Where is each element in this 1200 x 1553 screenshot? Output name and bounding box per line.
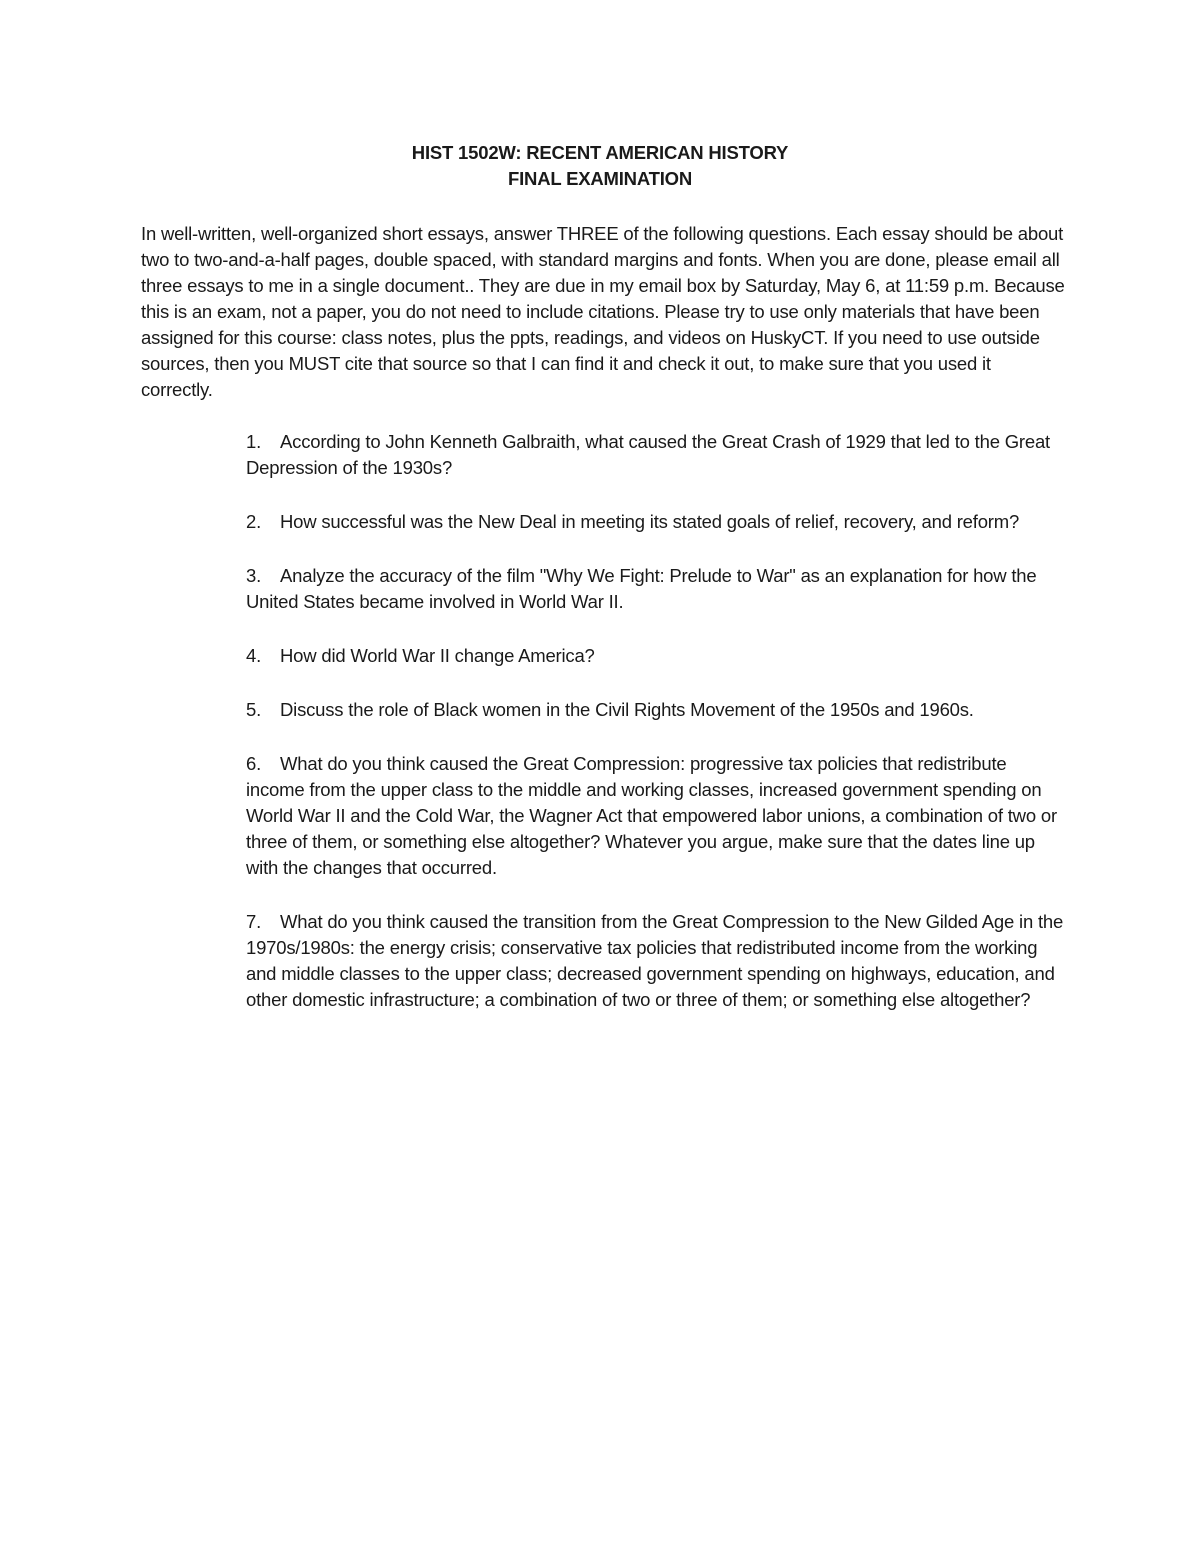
question-text: Analyze the accuracy of the film "Why We Fight: Prelude to War" as an explanation for how the United States became involved in World War II.: [246, 565, 1037, 612]
question-text: How successful was the New Deal in meeting its stated goals of relief, recovery, and reform?: [280, 511, 1020, 532]
question-number: 6.: [246, 753, 262, 774]
question-text: What do you think caused the transition from the Great Compression to the New Gilded Age in the 1970s/1980s: the energy crisis; conservative tax policies that redistributed income from the working and middle classes to the upper class; decreased government spending on highways, education, and other domestic infrastructure; a combination of two or three of them; or something else altogether?: [246, 911, 1064, 1010]
question-item: [246, 697, 1066, 723]
question-text: Discuss the role of Black women in the Civil Rights Movement of the 1950s and 1960s.: [280, 699, 974, 720]
question-number: 3.: [246, 565, 262, 586]
course-title: HIST 1502W: RECENT AMERICAN HISTORY: [411, 142, 789, 163]
question-text: According to John Kenneth Galbraith, what caused the Great Crash of 1929 that led to the Great Depression of the 1930s?: [246, 431, 1050, 478]
question-text: How did World War II change America?: [280, 645, 595, 666]
instructions-paragraph: In well-written, well-organized short essays, answer THREE of the following questions. Each essay should be about two to two-and-a-half pages, double spaced, with standard margins and fonts. When you are done, please email all three essays to me in a single document.. They are due in my email box by Saturday, May 6, at 11:59 p.m. Because this is an exam, not a paper, you do not need to include citations. Please try to use only materials that have been assigned for this course: class notes, plus the ppts, readings, and videos on HuskyCT. If you need to use outside sources, then you MUST cite that source so that I can find it and check it out, to make sure that you used it correctly.: [141, 223, 1065, 400]
question-number: 4.: [246, 645, 262, 666]
question-text: What do you think caused the Great Compression: progressive tax policies that redistribute income from the upper class to the middle and working classes, increased government spending on World War II and the Cold War, the Wagner Act that empowered labor unions, a combination of two or three of them, or something else altogether? Whatever you argue, make sure that the dates line up with the changes that occurred.: [246, 753, 1057, 878]
question-item: [246, 509, 1066, 535]
question-number: 2.: [246, 511, 262, 532]
question-list: [246, 429, 1066, 1041]
question-item: [246, 643, 1066, 669]
question-number: 5.: [246, 699, 262, 720]
exam-title: FINAL EXAMINATION: [508, 168, 692, 189]
question-number: 1.: [246, 431, 262, 452]
question-number: 7.: [246, 911, 262, 932]
question-item: [246, 563, 1066, 615]
question-item: [246, 751, 1066, 881]
document-title: [0, 140, 1200, 192]
question-item: [246, 909, 1066, 1013]
question-item: [246, 429, 1066, 481]
